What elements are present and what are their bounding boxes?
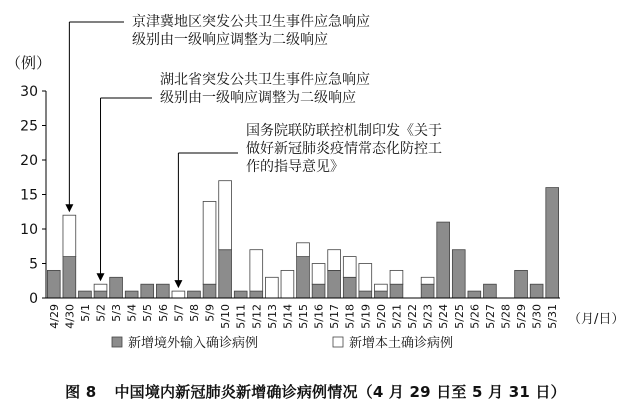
legend-label: 新增本土确诊病例 <box>349 336 454 351</box>
annotation-arrow-head <box>97 273 105 281</box>
bar-imported-5-3 <box>110 277 123 298</box>
bar-local-5-12 <box>250 250 263 291</box>
bar-local-5-19 <box>359 264 372 292</box>
bar-imported-5-5 <box>141 284 154 298</box>
bar-local-5-13 <box>265 277 278 298</box>
annotation-text: 作的指导意见》 <box>246 159 344 175</box>
bar-local-5-15 <box>297 243 310 257</box>
legend-swatch <box>333 337 343 347</box>
bars <box>47 181 558 298</box>
x-tick-label: 5/4 <box>125 304 139 322</box>
x-tick-label: 4/29 <box>47 304 61 329</box>
figure-label: 图 8 <box>65 383 97 401</box>
bar-imported-5-1 <box>79 291 92 298</box>
y-unit-label: （例） <box>6 54 52 72</box>
bar-imported-5-21 <box>390 284 403 298</box>
x-tick-label: 5/8 <box>187 304 201 322</box>
bar-imported-5-24 <box>437 222 450 298</box>
bar-imported-5-6 <box>156 284 169 298</box>
bar-imported-5-11 <box>234 291 247 298</box>
x-tick-label: 5/15 <box>297 304 310 329</box>
x-unit-label: （月/日） <box>568 312 625 327</box>
y-axis <box>6 54 51 307</box>
bar-imported-5-2 <box>94 291 107 298</box>
bar-imported-5-17 <box>328 270 341 298</box>
x-tick-label: 5/5 <box>141 304 155 322</box>
bar-local-5-7 <box>172 291 185 298</box>
annotation-arrow-head <box>174 280 182 288</box>
bar-imported-5-4 <box>125 291 138 298</box>
bar-imported-5-8 <box>188 291 201 298</box>
x-tick-label: 5/7 <box>172 304 186 322</box>
bar-imported-5-27 <box>484 284 497 298</box>
bar-local-5-9 <box>203 201 216 284</box>
legend-swatch <box>112 337 122 347</box>
bar-imported-5-12 <box>250 291 263 298</box>
x-tick-label: 5/21 <box>390 304 404 329</box>
x-tick-label: 5/19 <box>359 304 373 329</box>
x-tick-label: 4/30 <box>63 304 77 329</box>
x-tick-label: 5/6 <box>156 304 170 322</box>
y-tick-label: 0 <box>29 291 38 307</box>
x-tick-label: 5/10 <box>219 304 233 329</box>
y-tick-label: 15 <box>20 187 38 204</box>
x-tick-label: 5/12 <box>250 304 264 329</box>
figure-title: 中国境内新冠肺炎新增确诊病例情况（4 月 29 日至 5 月 31 日） <box>114 383 566 401</box>
bar-imported-5-20 <box>374 291 387 298</box>
bar-local-5-17 <box>328 250 341 271</box>
bar-local-4-30 <box>63 215 76 256</box>
x-tick-label: 5/13 <box>265 304 279 329</box>
y-tick-label: 25 <box>20 118 38 135</box>
x-axis <box>46 298 624 329</box>
annotation-text: 做好新冠肺炎疫情常态化防控工 <box>246 141 442 157</box>
x-tick-label: 5/1 <box>78 304 92 322</box>
bar-imported-5-16 <box>312 284 325 298</box>
x-tick-label: 5/28 <box>499 304 513 329</box>
bar-local-5-21 <box>390 270 403 284</box>
y-tick-label: 20 <box>20 153 38 169</box>
figure-caption <box>0 381 631 402</box>
x-tick-label: 5/17 <box>328 304 342 329</box>
bar-imported-5-30 <box>530 284 543 298</box>
bar-local-5-14 <box>281 270 294 298</box>
x-tick-label: 5/26 <box>468 304 482 329</box>
x-tick-label: 5/2 <box>94 304 108 322</box>
bar-imported-5-26 <box>468 291 481 298</box>
bar-local-5-20 <box>374 284 387 291</box>
bar-imported-5-10 <box>219 250 232 298</box>
x-tick-label: 5/14 <box>281 304 295 329</box>
y-tick-label: 10 <box>20 222 38 238</box>
x-tick-label: 5/29 <box>515 304 529 329</box>
x-tick-label: 5/18 <box>343 304 357 329</box>
bar-imported-5-19 <box>359 291 372 298</box>
x-tick-label: 5/25 <box>452 304 466 329</box>
bar-imported-5-18 <box>343 277 356 298</box>
y-tick-label: 5 <box>29 256 38 273</box>
bar-local-5-16 <box>312 264 325 285</box>
x-tick-label: 5/16 <box>312 304 326 329</box>
legend <box>112 335 453 351</box>
x-tick-label: 5/11 <box>234 304 248 329</box>
bar-local-5-2 <box>94 284 107 291</box>
bar-local-5-18 <box>343 257 356 278</box>
x-tick-label: 5/27 <box>483 303 497 329</box>
bar-imported-5-29 <box>515 270 528 298</box>
bar-imported-5-25 <box>452 250 465 298</box>
bar-imported-5-23 <box>421 284 434 298</box>
x-tick-label: 5/9 <box>203 304 217 322</box>
annotation-text: 湖北省突发公共卫生事件应急响应 <box>160 72 370 88</box>
bar-local-5-10 <box>219 181 232 250</box>
annotations <box>65 13 442 288</box>
annotation-arrow-head <box>65 204 73 212</box>
legend-label: 新增境外输入确诊病例 <box>128 336 259 351</box>
x-tick-label: 5/3 <box>110 304 124 322</box>
x-tick-label: 5/22 <box>406 304 420 329</box>
bar-imported-4-30 <box>63 257 76 298</box>
x-tick-label: 5/24 <box>437 304 451 329</box>
x-tick-label: 5/20 <box>374 304 388 329</box>
bar-imported-5-15 <box>297 257 310 298</box>
bar-imported-4-29 <box>47 270 60 298</box>
x-tick-label: 5/30 <box>530 304 544 329</box>
x-tick-label: 5/31 <box>546 304 560 329</box>
x-tick-label: 5/23 <box>421 304 435 329</box>
bar-imported-5-9 <box>203 284 216 298</box>
annotation-text: 国务院联防联控机制印发《关于 <box>246 123 442 139</box>
annotation-text: 级别由一级响应调整为二级响应 <box>132 32 328 48</box>
bar-imported-5-31 <box>546 188 559 298</box>
bar-local-5-23 <box>421 277 434 284</box>
annotation-text: 级别由一级响应调整为二级响应 <box>160 90 356 106</box>
y-tick-label: 30 <box>20 84 38 100</box>
annotation-text: 京津冀地区突发公共卫生事件应急响应 <box>132 14 370 30</box>
